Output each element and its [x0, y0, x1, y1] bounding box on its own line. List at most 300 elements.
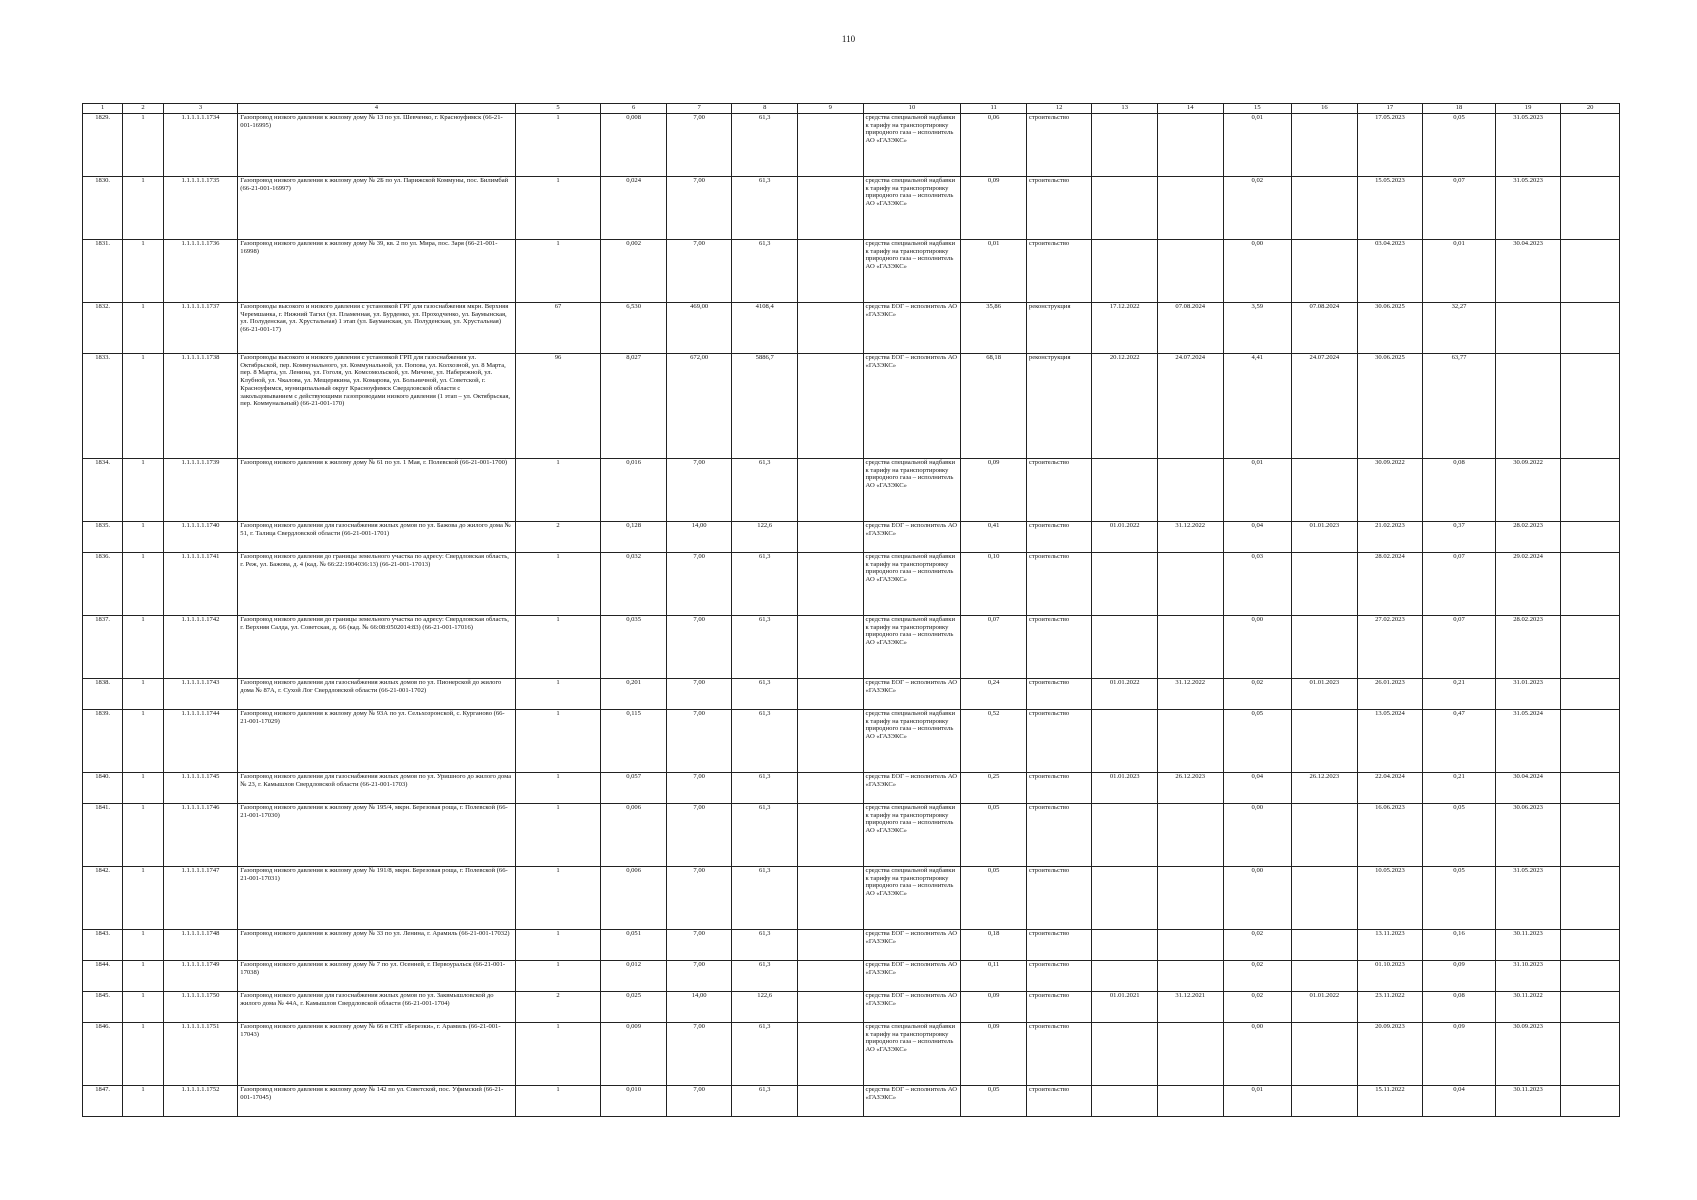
table-cell	[1561, 522, 1620, 553]
column-number: 20	[1561, 104, 1620, 114]
table-cell: 1	[515, 867, 601, 930]
table-cell: 1831.	[83, 240, 123, 303]
table-cell: 1	[123, 459, 163, 522]
table-cell: 61,3	[732, 240, 798, 303]
table-cell: 0,02	[1223, 177, 1292, 240]
table-cell: 0,035	[601, 616, 667, 679]
table-cell: 1	[123, 679, 163, 710]
table-cell: 1	[123, 616, 163, 679]
table-cell: 0,09	[961, 1023, 1027, 1086]
table-cell: 1.1.1.1.1.1739	[163, 459, 238, 522]
table-cell: 0,01	[1223, 1086, 1292, 1117]
table-cell: 0,006	[601, 867, 667, 930]
table-cell	[1292, 867, 1358, 930]
table-cell: 0,09	[961, 459, 1027, 522]
table-cell: 1.1.1.1.1.1750	[163, 992, 238, 1023]
table-cell: 0,09	[961, 992, 1027, 1023]
table-cell	[1561, 114, 1620, 177]
table-cell	[1092, 240, 1158, 303]
table-cell: 63,77	[1423, 354, 1496, 459]
table-cell: 1	[123, 710, 163, 773]
table-cell: 0,09	[961, 177, 1027, 240]
table-cell	[797, 553, 863, 616]
table-cell	[1561, 240, 1620, 303]
table-cell	[1561, 679, 1620, 710]
table-cell	[1561, 804, 1620, 867]
table-cell	[1495, 303, 1561, 354]
table-cell	[1292, 616, 1358, 679]
table-cell: 0,02	[1223, 992, 1292, 1023]
table-cell: 1836.	[83, 553, 123, 616]
table-cell	[1292, 114, 1358, 177]
table-cell: 61,3	[732, 114, 798, 177]
table-cell: 0,025	[601, 992, 667, 1023]
table-cell: строительство	[1026, 553, 1092, 616]
table-cell: реконструкция	[1026, 303, 1092, 354]
table-cell: средства специальной надбавки к тарифу на транспортировку природного газа – исполнитель АО «ГАЗЭКС»	[863, 177, 961, 240]
table-cell: 7,00	[666, 177, 732, 240]
table-cell: 7,00	[666, 867, 732, 930]
table-cell: 0,10	[961, 553, 1027, 616]
table-cell	[1561, 553, 1620, 616]
table-cell: средства специальной надбавки к тарифу на транспортировку природного газа – исполнитель АО «ГАЗЭКС»	[863, 867, 961, 930]
table-cell	[797, 177, 863, 240]
table-cell: 0,01	[1423, 240, 1496, 303]
column-number: 18	[1423, 104, 1496, 114]
table-cell: 24.07.2024	[1292, 354, 1358, 459]
table-cell	[1561, 710, 1620, 773]
column-number: 3	[163, 104, 238, 114]
table-cell: 2	[515, 992, 601, 1023]
table-cell: 61,3	[732, 679, 798, 710]
table-cell: 30.04.2023	[1495, 240, 1561, 303]
table-cell: 30.09.2022	[1495, 459, 1561, 522]
table-cell	[1561, 177, 1620, 240]
column-number-header	[83, 104, 1620, 114]
table-cell: средства ЕОГ – исполнитель АО «ГАЗЭКС»	[863, 303, 961, 354]
table-cell: 1	[515, 930, 601, 961]
table-cell: 1	[515, 177, 601, 240]
table-cell: Газопровод низкого давления для газоснабжения жилых домов по ул. Бажова до жилого дома № 51, г. Талица Свердловской области (66-21-001-1701)	[238, 522, 515, 553]
table-cell: 0,52	[961, 710, 1027, 773]
table-cell: строительство	[1026, 1086, 1092, 1117]
table-cell: средства ЕОГ – исполнитель АО «ГАЗЭКС»	[863, 1086, 961, 1117]
table-cell: 7,00	[666, 710, 732, 773]
table-row	[83, 177, 1620, 240]
table-cell	[797, 522, 863, 553]
table-cell: 30.06.2025	[1357, 354, 1423, 459]
table-cell: 1.1.1.1.1.1743	[163, 679, 238, 710]
table-cell	[1157, 804, 1223, 867]
table-cell	[1292, 930, 1358, 961]
table-cell: 7,00	[666, 961, 732, 992]
table-cell: средства ЕОГ – исполнитель АО «ГАЗЭКС»	[863, 992, 961, 1023]
table-cell: 07.08.2024	[1292, 303, 1358, 354]
table-cell	[1157, 240, 1223, 303]
table-cell: 1	[123, 522, 163, 553]
table-cell: 0,07	[1423, 177, 1496, 240]
table-cell	[1092, 553, 1158, 616]
table-cell: 10.05.2023	[1357, 867, 1423, 930]
table-cell	[1561, 773, 1620, 804]
table-cell: 0,47	[1423, 710, 1496, 773]
table-cell: 17.12.2022	[1092, 303, 1158, 354]
table-cell: 1	[515, 114, 601, 177]
table-cell	[1092, 616, 1158, 679]
table-cell: 1	[123, 354, 163, 459]
table-cell: 1.1.1.1.1.1736	[163, 240, 238, 303]
table-cell: 30.06.2023	[1495, 804, 1561, 867]
table-cell: средства ЕОГ – исполнитель АО «ГАЗЭКС»	[863, 679, 961, 710]
table-cell: строительство	[1026, 710, 1092, 773]
table-cell: 0,05	[1423, 867, 1496, 930]
table-cell	[1292, 553, 1358, 616]
register-table	[82, 103, 1620, 1117]
table-cell	[1561, 459, 1620, 522]
table-cell: строительство	[1026, 616, 1092, 679]
table-cell: строительство	[1026, 804, 1092, 867]
table-cell: Газопровод низкого давления к жилому дому № 7 по ул. Осенней, г. Первоуральск (66-21-001-17038)	[238, 961, 515, 992]
table-cell: 1834.	[83, 459, 123, 522]
table-cell	[1292, 710, 1358, 773]
table-cell: 0,009	[601, 1023, 667, 1086]
table-cell: средства ЕОГ – исполнитель АО «ГАЗЭКС»	[863, 773, 961, 804]
table-cell: 0,010	[601, 1086, 667, 1117]
table-cell: 0,115	[601, 710, 667, 773]
table-cell: средства специальной надбавки к тарифу на транспортировку природного газа – исполнитель АО «ГАЗЭКС»	[863, 553, 961, 616]
table-cell	[797, 867, 863, 930]
table-cell: 1.1.1.1.1.1745	[163, 773, 238, 804]
table-cell: 31.12.2022	[1157, 679, 1223, 710]
table-cell: строительство	[1026, 961, 1092, 992]
table-cell: 0,032	[601, 553, 667, 616]
table-cell: 122,6	[732, 522, 798, 553]
column-number: 6	[601, 104, 667, 114]
table-cell: 01.01.2023	[1292, 522, 1358, 553]
table-cell	[797, 804, 863, 867]
table-cell: 0,016	[601, 459, 667, 522]
table-cell: строительство	[1026, 522, 1092, 553]
table-cell: 30.09.2023	[1495, 1023, 1561, 1086]
table-row	[83, 773, 1620, 804]
table-cell: 0,04	[1223, 773, 1292, 804]
table-cell: 14,00	[666, 992, 732, 1023]
table-cell: 1	[123, 553, 163, 616]
table-cell	[1092, 930, 1158, 961]
table-cell: 0,21	[1423, 773, 1496, 804]
table-cell: 1	[123, 177, 163, 240]
table-cell: 27.02.2023	[1357, 616, 1423, 679]
table-cell: 7,00	[666, 1023, 732, 1086]
page-number: 110	[841, 34, 856, 44]
table-cell: 0,04	[1423, 1086, 1496, 1117]
table-cell: 1841.	[83, 804, 123, 867]
table-cell: 0,05	[961, 1086, 1027, 1117]
table-cell	[1157, 930, 1223, 961]
table-cell: 61,3	[732, 930, 798, 961]
table-cell: 1842.	[83, 867, 123, 930]
table-cell: 30.11.2023	[1495, 1086, 1561, 1117]
table-cell: средства ЕОГ – исполнитель АО «ГАЗЭКС»	[863, 961, 961, 992]
table-cell: 1	[123, 303, 163, 354]
column-number: 5	[515, 104, 601, 114]
table-cell	[1561, 303, 1620, 354]
table-cell: строительство	[1026, 177, 1092, 240]
table-cell: 3,59	[1223, 303, 1292, 354]
table-cell: 28.02.2024	[1357, 553, 1423, 616]
table-cell: 0,00	[1223, 616, 1292, 679]
table-cell: 1	[515, 773, 601, 804]
table-cell: 0,02	[1223, 679, 1292, 710]
column-number: 12	[1026, 104, 1092, 114]
table-cell: 1843.	[83, 930, 123, 961]
table-cell: Газопровод низкого давления к жилому дому № 93А по ул. Сельхозронской, с. Курганово (66-21-001-17029)	[238, 710, 515, 773]
table-cell: 67	[515, 303, 601, 354]
table-cell: 26.01.2023	[1357, 679, 1423, 710]
table-cell	[1092, 459, 1158, 522]
table-cell: 61,3	[732, 773, 798, 804]
table-cell: 0,002	[601, 240, 667, 303]
table-cell: 30.09.2022	[1357, 459, 1423, 522]
table-cell: 0,21	[1423, 679, 1496, 710]
table-cell: Газопровод низкого давления для газоснабжения жилых домов по ул. Пионерской до жилого дома № 87А, г. Сухой Лог Свердловской области (66-21-001-1702)	[238, 679, 515, 710]
column-number: 11	[961, 104, 1027, 114]
table-cell	[1092, 961, 1158, 992]
table-cell: 0,05	[1423, 804, 1496, 867]
table-cell	[1292, 459, 1358, 522]
table-cell: 31.10.2023	[1495, 961, 1561, 992]
table-cell: 30.04.2024	[1495, 773, 1561, 804]
column-number: 16	[1292, 104, 1358, 114]
column-number: 17	[1357, 104, 1423, 114]
table-cell: средства специальной надбавки к тарифу на транспортировку природного газа – исполнитель АО «ГАЗЭКС»	[863, 1023, 961, 1086]
table-cell: 61,3	[732, 1023, 798, 1086]
table-cell: 7,00	[666, 1086, 732, 1117]
table-cell: 26.12.2023	[1157, 773, 1223, 804]
table-cell: 0,05	[961, 867, 1027, 930]
table-cell: 0,057	[601, 773, 667, 804]
table-cell: 0,05	[961, 804, 1027, 867]
table-cell	[1092, 1086, 1158, 1117]
table-cell: 0,07	[1423, 616, 1496, 679]
table-cell: Газопроводы высокого и низкого давления с установкой ГРП для газоснабжения ул. Октябрьской, пер. Коммунального, ул. Коммунальной, ул. Попова, ул. Колхозной, ул. 8 Марта, пер. 8 Марта, ул. Ленина, ул. Гоголя, ул. Комсомольской, ул. Мичене, ул. Набережной, ул. Клубной, ул. Чкалова, ул. Мещерякина, ул. Комарова, ул. Больничной, ул. Советской, г. Красноуфимск, муниципальный округ Красноуфимск Свердловской области с закольцовыванием с действующими газопроводами низкого давления (1 этап – ул. Октябрьская, пер. Коммунальный) (66-21-001-170)	[238, 354, 515, 459]
table-cell: 0,01	[961, 240, 1027, 303]
table-cell	[1292, 240, 1358, 303]
table-cell	[1561, 616, 1620, 679]
table-cell: 61,3	[732, 177, 798, 240]
column-number: 13	[1092, 104, 1158, 114]
table-cell: 1.1.1.1.1.1738	[163, 354, 238, 459]
table-cell: 1845.	[83, 992, 123, 1023]
column-number: 2	[123, 104, 163, 114]
table-cell: 0,06	[961, 114, 1027, 177]
table-cell: 1.1.1.1.1.1740	[163, 522, 238, 553]
table-cell: 1833.	[83, 354, 123, 459]
table-cell: средства ЕОГ – исполнитель АО «ГАЗЭКС»	[863, 522, 961, 553]
table-cell: 20.09.2023	[1357, 1023, 1423, 1086]
table-row	[83, 961, 1620, 992]
table-cell: 0,37	[1423, 522, 1496, 553]
table-cell: 68,18	[961, 354, 1027, 459]
table-cell: 21.02.2023	[1357, 522, 1423, 553]
table-cell: 16.06.2023	[1357, 804, 1423, 867]
table-cell: 1	[123, 992, 163, 1023]
table-cell: 28.02.2023	[1495, 522, 1561, 553]
table-cell: 0,008	[601, 114, 667, 177]
table-cell: 13.11.2023	[1357, 930, 1423, 961]
table-cell: 07.08.2024	[1157, 303, 1223, 354]
table-cell: 1840.	[83, 773, 123, 804]
table-cell: строительство	[1026, 867, 1092, 930]
table-cell	[797, 114, 863, 177]
table-row	[83, 710, 1620, 773]
table-cell: 1.1.1.1.1.1735	[163, 177, 238, 240]
table-cell: 61,3	[732, 961, 798, 992]
table-cell	[1292, 1023, 1358, 1086]
table-cell: Газопровод низкого давления до границы земельного участка по адресу: Свердловская область, г. Верхняя Салда, ул. Советская, д. 66 (кад. № 66:08:0502014:83) (66-21-001-17016)	[238, 616, 515, 679]
table-cell	[1561, 354, 1620, 459]
table-cell	[797, 1086, 863, 1117]
table-cell: 0,201	[601, 679, 667, 710]
table-cell: 5886,7	[732, 354, 798, 459]
table-cell: 1	[515, 616, 601, 679]
table-cell: 7,00	[666, 240, 732, 303]
table-cell: 0,24	[961, 679, 1027, 710]
table-cell: 0,07	[1423, 553, 1496, 616]
table-cell	[797, 679, 863, 710]
table-cell: Газопровод низкого давления к жилому дому № 142 по ул. Советской, пос. Уфимский (66-21-001-17045)	[238, 1086, 515, 1117]
table-cell: 1	[515, 1086, 601, 1117]
table-cell: 1.1.1.1.1.1752	[163, 1086, 238, 1117]
table-cell: Газопровод низкого давления к жилому дому № 66 в СНТ «Березки», г. Арамиль (66-21-001-17043)	[238, 1023, 515, 1086]
column-number: 10	[863, 104, 961, 114]
table-cell	[797, 1023, 863, 1086]
table-cell	[1157, 177, 1223, 240]
table-cell: 0,00	[1223, 804, 1292, 867]
column-number: 1	[83, 104, 123, 114]
table-cell: 01.01.2022	[1092, 679, 1158, 710]
table-cell: строительство	[1026, 240, 1092, 303]
table-cell: Газопровод низкого давления к жилому дому № 61 по ул. 1 Мая, г. Полевской (66-21-001-1700)	[238, 459, 515, 522]
table-cell: 1.1.1.1.1.1742	[163, 616, 238, 679]
table-cell: 13.05.2024	[1357, 710, 1423, 773]
table-cell: 61,3	[732, 804, 798, 867]
table-cell	[797, 773, 863, 804]
table-cell: 7,00	[666, 114, 732, 177]
table-cell	[1092, 710, 1158, 773]
table-cell: 0,41	[961, 522, 1027, 553]
table-row	[83, 992, 1620, 1023]
table-cell: 0,09	[1423, 1023, 1496, 1086]
table-row	[83, 1086, 1620, 1117]
table-cell: 22.04.2024	[1357, 773, 1423, 804]
table-cell: 01.01.2023	[1092, 773, 1158, 804]
table-cell: 14,00	[666, 522, 732, 553]
table-cell: 0,08	[1423, 992, 1496, 1023]
table-cell: 1847.	[83, 1086, 123, 1117]
table-row	[83, 459, 1620, 522]
table-cell: 1	[515, 459, 601, 522]
table-cell	[1157, 114, 1223, 177]
table-cell: 1.1.1.1.1.1734	[163, 114, 238, 177]
table-cell: строительство	[1026, 459, 1092, 522]
table-row	[83, 930, 1620, 961]
table-cell: Газопровод низкого давления для газоснабжения жилых домов по ул. Заквмышловской до жилого дома № 44А, г. Камышлов Свердловской области (66-21-001-1704)	[238, 992, 515, 1023]
table-cell: средства ЕОГ – исполнитель АО «ГАЗЭКС»	[863, 930, 961, 961]
table-cell: 1	[515, 553, 601, 616]
table-cell: средства специальной надбавки к тарифу на транспортировку природного газа – исполнитель АО «ГАЗЭКС»	[863, 240, 961, 303]
table-cell: 0,051	[601, 930, 667, 961]
table-cell: 96	[515, 354, 601, 459]
table-cell: Газопровод низкого давления к жилому дому № 195/4, мкрн. Березовая роща, г. Полевской (66-21-001-17030)	[238, 804, 515, 867]
table-cell: 7,00	[666, 616, 732, 679]
table-row	[83, 553, 1620, 616]
table-cell	[797, 992, 863, 1023]
table-cell: Газопровод низкого давления к жилому дому № 2Б по ул. Парижской Коммуны, пос. Билимбай (66-21-001-16997)	[238, 177, 515, 240]
table-cell	[1561, 930, 1620, 961]
table-cell	[1092, 114, 1158, 177]
table-cell: 01.01.2021	[1092, 992, 1158, 1023]
table-row	[83, 522, 1620, 553]
table-cell: средства специальной надбавки к тарифу на транспортировку природного газа – исполнитель АО «ГАЗЭКС»	[863, 114, 961, 177]
table-cell: 0,01	[1223, 459, 1292, 522]
table-cell: 0,006	[601, 804, 667, 867]
table-cell: 1	[123, 804, 163, 867]
table-cell: 24.07.2024	[1157, 354, 1223, 459]
table-cell: 8,027	[601, 354, 667, 459]
table-cell: 31.12.2021	[1157, 992, 1223, 1023]
table-cell: 4108,4	[732, 303, 798, 354]
table-cell	[1292, 804, 1358, 867]
table-cell	[1157, 710, 1223, 773]
table-cell	[1157, 1023, 1223, 1086]
table-cell	[1157, 553, 1223, 616]
table-cell: 1	[515, 710, 601, 773]
table-row	[83, 354, 1620, 459]
table-cell	[797, 303, 863, 354]
table-cell: 61,3	[732, 553, 798, 616]
table-cell: 0,02	[1223, 961, 1292, 992]
table-cell: 1.1.1.1.1.1749	[163, 961, 238, 992]
table-cell	[1561, 1086, 1620, 1117]
table-cell	[797, 240, 863, 303]
table-cell	[797, 459, 863, 522]
table-cell: строительство	[1026, 1023, 1092, 1086]
table-cell: 0,05	[1223, 710, 1292, 773]
table-cell: 1844.	[83, 961, 123, 992]
column-number: 15	[1223, 104, 1292, 114]
table-cell: 1	[515, 240, 601, 303]
table-row	[83, 240, 1620, 303]
table-cell: 2	[515, 522, 601, 553]
table-cell: Газопровод низкого давления к жилому дому № 191/8, мкрн. Березовая роща, г. Полевской (66-21-001-17031)	[238, 867, 515, 930]
table-cell: средства специальной надбавки к тарифу на транспортировку природного газа – исполнитель АО «ГАЗЭКС»	[863, 459, 961, 522]
table-row	[83, 303, 1620, 354]
table-cell: 1.1.1.1.1.1748	[163, 930, 238, 961]
table-cell: 0,18	[961, 930, 1027, 961]
table-cell: 672,00	[666, 354, 732, 459]
table-cell: 31.05.2023	[1495, 867, 1561, 930]
table-cell: 1	[123, 773, 163, 804]
table-cell: 6,530	[601, 303, 667, 354]
table-cell	[1092, 177, 1158, 240]
table-cell: 30.11.2023	[1495, 930, 1561, 961]
table-cell: 0,09	[1423, 961, 1496, 992]
table-cell: Газопровод низкого давления для газоснабжения жилых домов по ул. Уришного до жилого дома № 23, г. Камышлов Свердловской области (66-21-001-1703)	[238, 773, 515, 804]
table-cell: 61,3	[732, 459, 798, 522]
table-cell: 1830.	[83, 177, 123, 240]
table-cell: 0,00	[1223, 867, 1292, 930]
